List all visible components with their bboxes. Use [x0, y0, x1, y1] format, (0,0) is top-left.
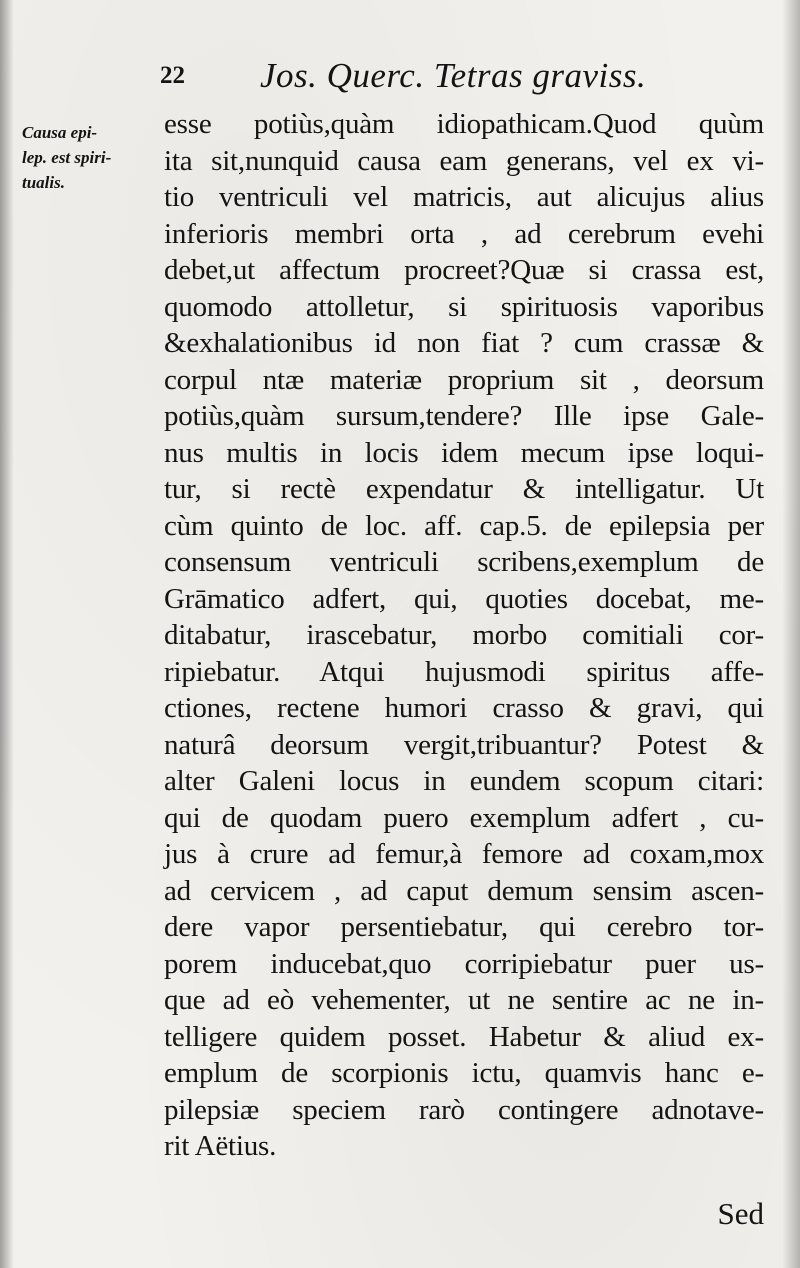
marginal-note-line: lep. est spiri-: [22, 148, 112, 167]
text-line: jus à crure ad femur,à femore ad coxam,mox: [164, 838, 764, 870]
text-line: corpul ntæ materiæ proprium sit , deorsum: [164, 363, 764, 396]
text-line: Grāmatico adfert, qui, quoties docebat, me-: [164, 582, 764, 615]
text-line: que ad eò vehementer, ut ne sentire ac ne in-: [164, 984, 764, 1016]
text-line: inferioris membri orta , ad cerebrum evehi: [164, 217, 764, 250]
text-line: nus multis in locis idem mecum ipse loqui-: [164, 436, 764, 469]
text-line: quomodo attolletur, si spirituosis vaporibus: [164, 290, 764, 323]
text-line: emplum de scorpionis ictu, quamvis hanc e-: [164, 1057, 764, 1089]
text-line: tio ventriculi vel matricis, aut alicujus alius: [164, 181, 764, 213]
body-text: [164, 106, 764, 1165]
text-line: &exhalationibus id non fiat ? cum crassæ &: [164, 327, 764, 359]
text-line: ita sit,nunquid causa eam generans, vel ex vi-: [164, 144, 764, 177]
text-line: tur, si rectè expendatur & intelligatur. Ut: [164, 473, 764, 505]
text-line: ad cervicem , ad caput demum sensim ascen-: [164, 874, 764, 907]
text-line: alter Galeni locus in eundem scopum citari:: [164, 765, 764, 797]
page-header: [160, 52, 780, 96]
marginal-note-line: Causa epi-: [22, 123, 98, 142]
text-line: consensum ventriculi scribens,exemplum de: [164, 546, 764, 578]
binding-shadow: [0, 0, 14, 1268]
page-edge-shadow: [782, 0, 800, 1268]
catchword: Sed: [717, 1196, 764, 1231]
marginal-note: [22, 120, 157, 195]
text-line: pilepsiæ speciem rarò contingere adnotave-: [164, 1093, 764, 1126]
text-line: rit Aëtius.: [164, 1130, 277, 1162]
page-number: 22: [160, 62, 185, 89]
text-line: potiùs,quàm sursum,tendere? Ille ipse Gale-: [164, 400, 764, 432]
text-line: esse potiùs,quàm idiopathicam.Quod quùm: [164, 108, 764, 140]
text-line: dere vapor persentiebatur, qui cerebro tor-: [164, 911, 764, 943]
text-line: ripiebatur. Atqui hujusmodi spiritus affe-: [164, 655, 764, 688]
text-line: ctiones, rectene humori crasso & gravi, qui: [164, 692, 764, 724]
text-line: ditabatur, irascebatur, morbo comitiali cor-: [164, 619, 764, 651]
marginal-note-line: tualis.: [22, 173, 65, 192]
text-line: debet,ut affectum procreet?Quæ si crassa est,: [164, 254, 764, 286]
text-line: qui de quodam puero exemplum adfert , cu-: [164, 801, 764, 834]
text-line: naturâ deorsum vergit,tribuantur? Potest &: [164, 728, 764, 761]
text-line: telligere quidem posset. Habetur & aliud ex-: [164, 1020, 764, 1053]
text-line: porem inducebat,quo corripiebatur puer us-: [164, 947, 764, 980]
running-head: Jos. Querc. Tetras graviss.: [260, 56, 647, 95]
text-line: cùm quinto de loc. aff. cap.5. de epilepsia per: [164, 509, 764, 542]
